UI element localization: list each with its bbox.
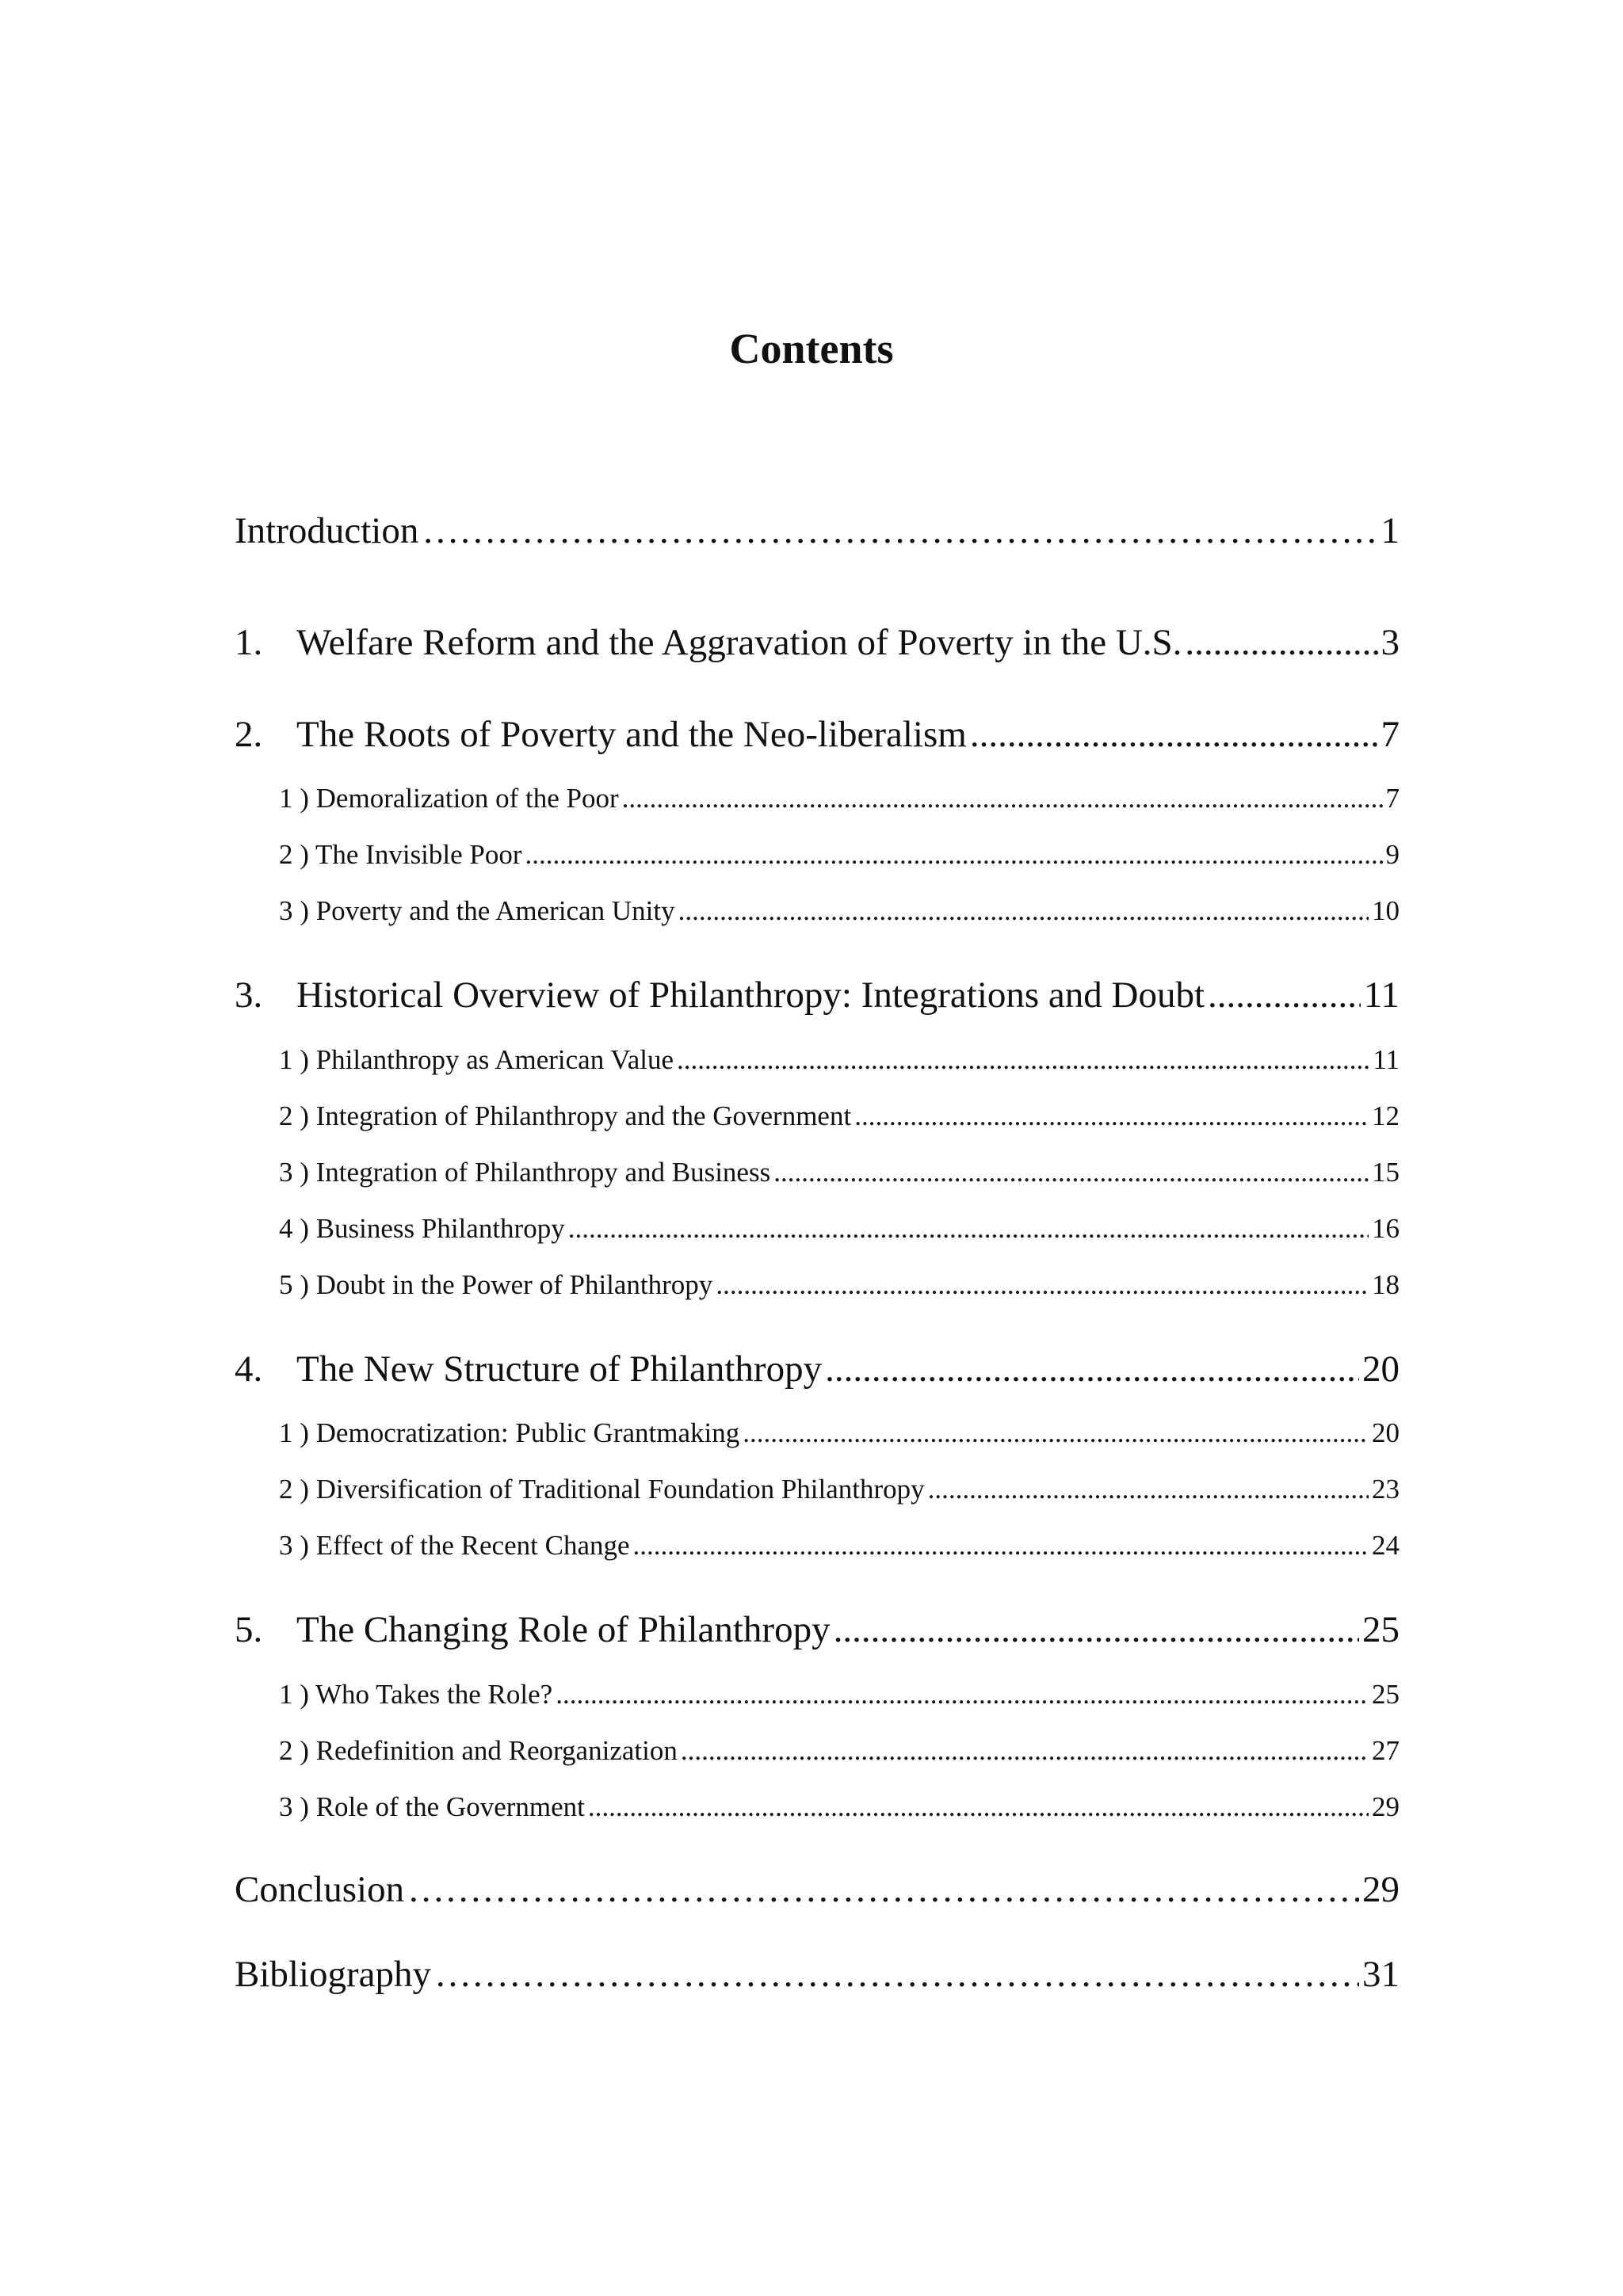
dot-leader bbox=[678, 893, 1369, 929]
chapter-number: 1. bbox=[235, 622, 263, 663]
section-title: 2 ) Redefinition and Reorganization bbox=[279, 1735, 678, 1766]
dot-leader bbox=[970, 711, 1378, 758]
toc-chapter-4[interactable] bbox=[235, 1345, 1400, 1393]
toc-chapter-5[interactable] bbox=[235, 1606, 1400, 1653]
dot-leader bbox=[1208, 971, 1361, 1019]
toc-page-number: 29 bbox=[1372, 1791, 1400, 1822]
toc-page-number: 27 bbox=[1372, 1735, 1400, 1766]
dot-leader bbox=[854, 1098, 1369, 1135]
dot-leader bbox=[716, 1267, 1369, 1303]
section-title: 1 ) Philanthropy as American Value bbox=[279, 1044, 674, 1075]
toc-section[interactable] bbox=[279, 1211, 1400, 1247]
toc-section[interactable] bbox=[279, 893, 1400, 929]
dot-leader bbox=[407, 1866, 1359, 1913]
chapter-number: 4. bbox=[235, 1348, 263, 1390]
toc-entry-introduction[interactable] bbox=[235, 507, 1400, 555]
section-title: 1 ) Democratization: Public Grantmaking bbox=[279, 1417, 740, 1448]
chapter-number: 3. bbox=[235, 974, 263, 1016]
dot-leader bbox=[633, 1527, 1369, 1564]
toc-page-number: 16 bbox=[1372, 1213, 1400, 1244]
toc-section[interactable] bbox=[279, 1676, 1400, 1713]
toc-section[interactable] bbox=[279, 837, 1400, 873]
toc-page-number: 7 bbox=[1381, 714, 1400, 755]
toc-page-number: 29 bbox=[1362, 1869, 1400, 1910]
dot-leader bbox=[568, 1211, 1369, 1247]
dot-leader bbox=[681, 1733, 1369, 1769]
dot-leader bbox=[525, 837, 1383, 873]
toc-chapter-1[interactable] bbox=[235, 619, 1400, 666]
dot-leader bbox=[825, 1345, 1359, 1393]
toc-page-number: 24 bbox=[1372, 1530, 1400, 1561]
toc-section[interactable] bbox=[279, 1042, 1400, 1078]
toc-page-number: 10 bbox=[1372, 895, 1400, 926]
chapter-title: The Roots of Poverty and the Neo-liberalism bbox=[296, 714, 967, 755]
toc-chapter-2[interactable] bbox=[235, 711, 1400, 758]
toc-section[interactable] bbox=[279, 1267, 1400, 1303]
dot-leader bbox=[434, 1951, 1359, 1998]
section-title: 3 ) Effect of the Recent Change bbox=[279, 1530, 630, 1561]
dot-leader bbox=[928, 1471, 1369, 1508]
toc-page-number: 11 bbox=[1363, 974, 1400, 1016]
toc-page-number: 15 bbox=[1372, 1157, 1400, 1188]
toc-entry-label: Conclusion bbox=[235, 1869, 405, 1910]
dot-leader bbox=[556, 1676, 1369, 1713]
toc-page-number: 3 bbox=[1381, 622, 1400, 663]
toc-page-number: 11 bbox=[1373, 1044, 1400, 1075]
section-title: 2 ) Diversification of Traditional Foundation Philanthropy bbox=[279, 1474, 925, 1505]
section-title: 1 ) Who Takes the Role? bbox=[279, 1679, 553, 1710]
dot-leader bbox=[743, 1415, 1369, 1451]
toc-section[interactable] bbox=[279, 1789, 1400, 1825]
toc-page-number: 9 bbox=[1385, 839, 1400, 870]
toc-page-number: 7 bbox=[1385, 783, 1400, 814]
toc-entry-label: Bibliography bbox=[235, 1954, 432, 1995]
dot-leader bbox=[1185, 619, 1377, 666]
section-title: 2 ) The Invisible Poor bbox=[279, 839, 522, 870]
dot-leader bbox=[834, 1606, 1359, 1653]
toc-section[interactable] bbox=[279, 1098, 1400, 1135]
toc-section[interactable] bbox=[279, 780, 1400, 817]
toc-page-number: 20 bbox=[1372, 1417, 1400, 1448]
toc-entry-bibliography[interactable] bbox=[235, 1951, 1400, 1998]
page-title: Contents bbox=[729, 325, 894, 372]
toc-section[interactable] bbox=[279, 1733, 1400, 1769]
section-title: 2 ) Integration of Philanthropy and the Government bbox=[279, 1100, 852, 1131]
toc-page-number: 25 bbox=[1372, 1679, 1400, 1710]
dot-leader bbox=[422, 507, 1377, 555]
toc-page-number: 23 bbox=[1372, 1474, 1400, 1505]
toc-entry-label: Introduction bbox=[235, 510, 419, 551]
toc-section[interactable] bbox=[279, 1527, 1400, 1564]
section-title: 1 ) Demoralization of the Poor bbox=[279, 783, 619, 814]
toc-section[interactable] bbox=[279, 1471, 1400, 1508]
section-title: 3 ) Role of the Government bbox=[279, 1791, 585, 1822]
chapter-title: Historical Overview of Philanthropy: Integrations and Doubt bbox=[296, 974, 1205, 1016]
chapter-title: Welfare Reform and the Aggravation of Poverty in the U.S. bbox=[296, 622, 1182, 663]
section-title: 5 ) Doubt in the Power of Philanthropy bbox=[279, 1269, 713, 1300]
toc-page-number: 20 bbox=[1362, 1348, 1400, 1390]
toc-page-number: 31 bbox=[1362, 1954, 1400, 1995]
chapter-title: The Changing Role of Philanthropy bbox=[296, 1609, 831, 1650]
dot-leader bbox=[773, 1154, 1369, 1191]
section-title: 3 ) Integration of Philanthropy and Business bbox=[279, 1157, 771, 1188]
toc-page-number: 25 bbox=[1362, 1609, 1400, 1650]
toc-entry-conclusion[interactable] bbox=[235, 1866, 1400, 1913]
toc-chapter-3[interactable] bbox=[235, 971, 1400, 1019]
toc-section[interactable] bbox=[279, 1154, 1400, 1191]
section-title: 4 ) Business Philanthropy bbox=[279, 1213, 565, 1244]
chapter-title: The New Structure of Philanthropy bbox=[296, 1348, 823, 1390]
toc-page-number: 18 bbox=[1372, 1269, 1400, 1300]
chapter-number: 2. bbox=[235, 714, 263, 755]
toc-page-number: 12 bbox=[1372, 1100, 1400, 1131]
chapter-number: 5. bbox=[235, 1609, 263, 1650]
dot-leader bbox=[677, 1042, 1369, 1078]
dot-leader bbox=[588, 1789, 1369, 1825]
dot-leader bbox=[622, 780, 1383, 817]
section-title: 3 ) Poverty and the American Unity bbox=[279, 895, 675, 926]
toc-section[interactable] bbox=[279, 1415, 1400, 1451]
toc-page-number: 1 bbox=[1381, 510, 1400, 551]
